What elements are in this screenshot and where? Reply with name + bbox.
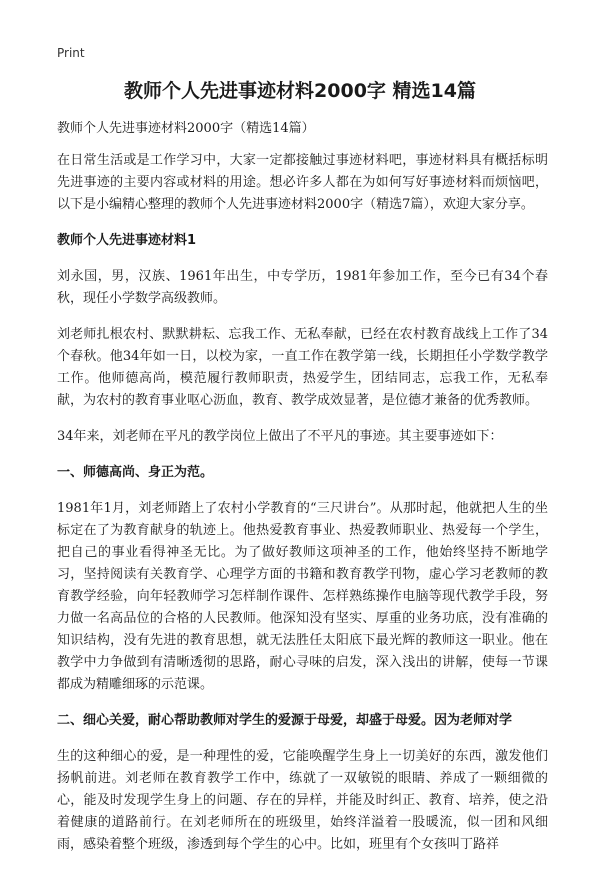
intro-paragraph: 在日常生活或是工作学习中，大家一定都接触过事迹材料吧，事迹材料具有概括标明先进事迹的主要内容或材料的用途。想必许多人都在为如何写好事迹材料而烦恼吧，以下是小编精心整理的教师个人先进事迹材料2000字（精选7篇），欢迎大家分享。 [57, 153, 548, 212]
print-link[interactable]: Print [57, 46, 85, 60]
paragraph: 34年来，刘老师在平凡的教学岗位上做出了不平凡的事迹。其主要事迹如下： [57, 429, 503, 444]
subsection-heading: 一、师德高尚、身正为范。 [57, 465, 214, 480]
section-heading: 教师个人先进事迹材料1 [57, 233, 197, 248]
subsection-heading: 二、细心关爱，耐心帮助教师对学生的爱源于母爱，却盛于母爱。因为老师对学 [57, 713, 513, 728]
paragraph: 刘老师扎根农村、默默耕耘、忘我工作、无私奉献，已经在农村教育战线上工作了34个春秋。他34年如一日，以校为家，一直工作在教学第一线，长期担任小学数学教学工作。他师德高尚，模范履行教师职责，热爱学生，团结同志，忘我工作，无私奉献，为农村的教育事业呕心沥血，教育、教学成效显著，是位德才兼备的优秀教师。 [57, 327, 548, 408]
paragraph: 生的这种细心的爱，是一种理性的爱，它能唤醒学生身上一切美好的东西，激发他们扬帆前进。刘老师在教育教学工作中，练就了一双敏锐的眼睛、养成了一颗细微的心，能及时发现学生身上的问题、存在的异样，并能及时纠正、教育、培养，使之沿着健康的道路前行。在刘老师所在的班级里，始终洋溢着一股暖流，似一团和风细雨，感染着整个班级，渗透到每个学生的心中。比如，班里有个女孩叫丁路祥 [57, 749, 548, 852]
paragraph: 刘永国，男，汉族、1961年出生，中专学历，1981年参加工作，至今已有34个春秋，现任小学数学高级教师。 [57, 269, 548, 306]
page-title: 教师个人先进事迹材料2000字 精选14篇 [124, 80, 476, 102]
article-body [57, 118, 548, 870]
paragraph: 1981年1月，刘老师踏上了农村小学教育的“三尺讲台”。从那时起，他就把人生的坐标定在了为教育献身的轨迹上。他热爱教育事业、热爱教师职业、热爱每一个学生，把自己的事业看得神圣无比。为了做好教师这项神圣的工作，他始终坚持不断地学习，坚持阅读有关教育学、心理学方面的书籍和教育教学刊物，虚心学习老教师的教育教学经验，向年轻教师学习怎样制作课件、怎样熟练操作电脑等现代教学手段，努力做一名高品位的合格的人民教师。他深知没有坚实、厚重的业务功底，没有准确的知识结构，没有先进的教育思想，就无法胜任太阳底下最光辉的教师这一职业。他在教学中力争做到有清晰透彻的思路，耐心寻味的启发，深入浅出的讲解，使每一节课都成为精雕细琢的示范课。 [57, 501, 548, 692]
article-subtitle: 教师个人先进事迹材料2000字（精选14篇） [57, 121, 315, 136]
